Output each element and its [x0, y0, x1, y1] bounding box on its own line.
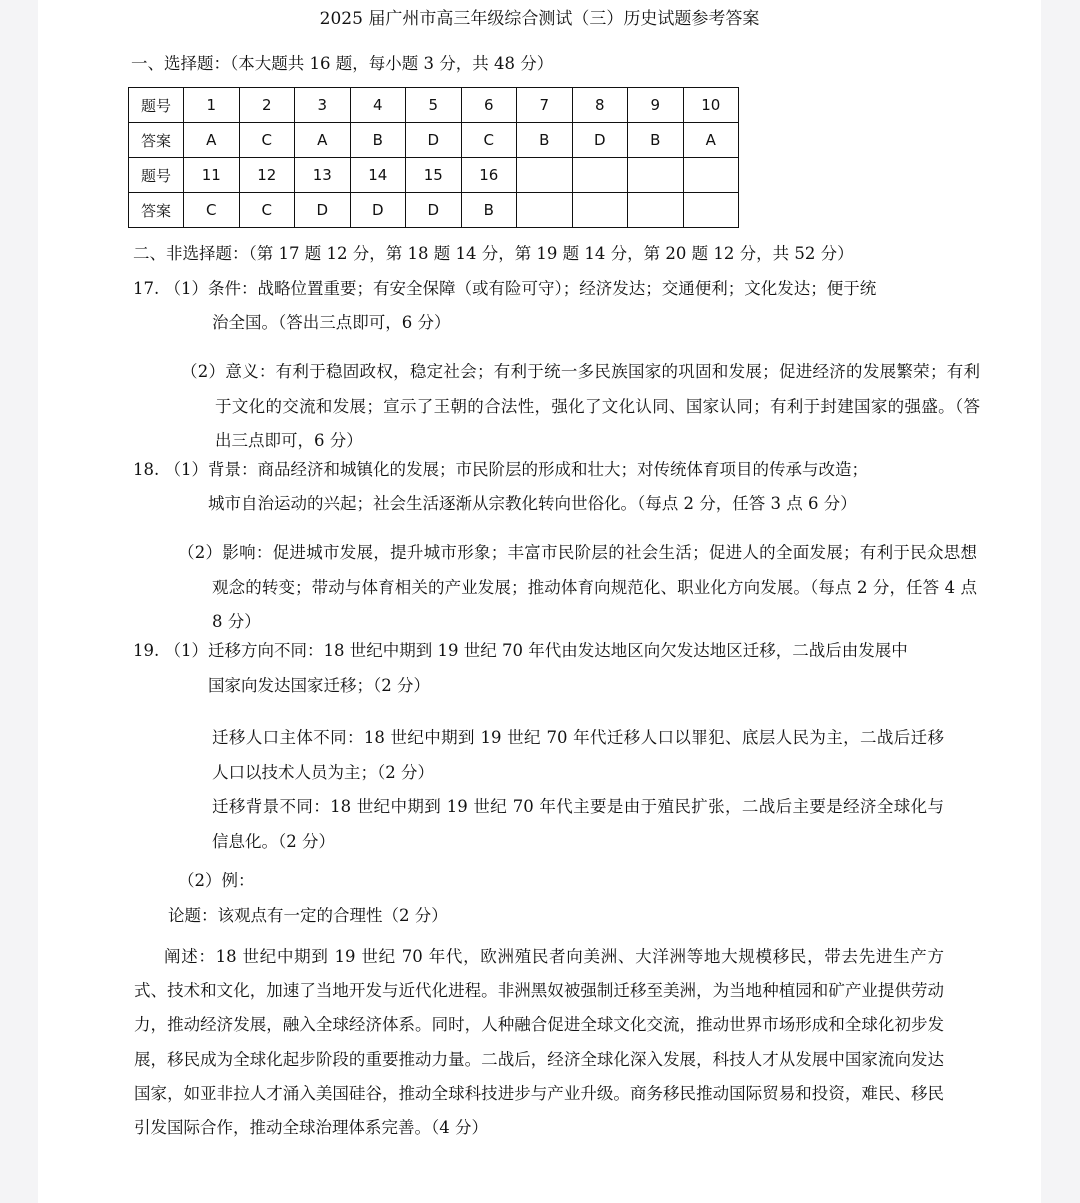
table-cell: 1 — [184, 88, 240, 123]
q19-thesis: 论题：该观点有一定的合理性（2 分） — [168, 906, 448, 925]
table-cell: A — [295, 123, 351, 158]
q18-part2: （2）影响：促进城市发展，提升城市形象；丰富市民阶层的社会生活；促进人的全面发展；有利于民众思想观念的转变；带动与体育相关的产业发展；推动体育向规范化、职业化方向发展。（每点 2 分，任答 4 点 8 分） — [178, 543, 977, 631]
table-cell — [683, 193, 739, 228]
page-title: 2025 届广州市高三年级综合测试（三）历史试题参考答案 — [319, 9, 760, 29]
table-row — [129, 193, 739, 228]
q19-part1-direction-subject: 迁移人口主体不同：18 世纪中期到 19 世纪 70 年代迁移人口以罪犯、底层人民为主，二战后迁移人口以技术人员为主；（2 分） — [212, 728, 944, 782]
table-cell: D — [406, 193, 462, 228]
table-cell: A — [683, 123, 739, 158]
q18-part1-line1: 18. （1）背景：商品经济和城镇化的发展；市民阶层的形成和壮大；对传统体育项目的传承与改造； — [133, 460, 868, 479]
q18-part1-line2: 城市自治运动的兴起；社会生活逐渐从宗教化转向世俗化。（每点 2 分，任答 3 点 6 分） — [208, 494, 857, 513]
answer-table — [128, 87, 739, 228]
row-label-answer: 答案 — [129, 193, 184, 228]
q17-part1-line2: 治全国。（答出三点即可，6 分） — [212, 313, 451, 332]
table-row — [129, 88, 739, 123]
table-cell: 16 — [461, 158, 517, 193]
table-cell: B — [628, 123, 684, 158]
table-cell: C — [239, 123, 295, 158]
q19-argument: 阐述：18 世纪中期到 19 世纪 70 年代，欧洲殖民者向美洲、大洋洲等地大规模移民，带去先进生产方式、技术和文化，加速了当地开发与近代化进程。非洲黑奴被强制迁移至美洲，为当地种植园和矿产业提供劳动力，推动经济发展，融入全球经济体系。同时，人种融合促进全球文化交流，推动世界市场形成和全球化初步发展，移民成为全球化起步阶段的重要推动力量。二战后，经济全球化深入发展，科技人才从发展中国家流向发达国家，如亚非拉人才涌入美国硅谷，推动全球科技进步与产业升级。商务移民推动国际贸易和投资，难民、移民引发国际合作，推动全球治理体系完善。（4 分） — [134, 947, 944, 1138]
table-cell: 14 — [350, 158, 406, 193]
table-cell: 15 — [406, 158, 462, 193]
row-label-number: 题号 — [129, 88, 184, 123]
table-cell: 3 — [295, 88, 351, 123]
table-cell — [517, 193, 573, 228]
table-cell: 2 — [239, 88, 295, 123]
table-cell: 8 — [572, 88, 628, 123]
table-cell: C — [239, 193, 295, 228]
table-cell: 9 — [628, 88, 684, 123]
table-cell: D — [406, 123, 462, 158]
table-cell: 7 — [517, 88, 573, 123]
table-cell — [517, 158, 573, 193]
table-cell: C — [461, 123, 517, 158]
table-cell: 5 — [406, 88, 462, 123]
table-cell: 12 — [239, 158, 295, 193]
row-label-number: 题号 — [129, 158, 184, 193]
table-cell — [628, 158, 684, 193]
table-cell: 13 — [295, 158, 351, 193]
table-cell — [683, 158, 739, 193]
table-cell: D — [350, 193, 406, 228]
table-row — [129, 158, 739, 193]
table-cell: B — [461, 193, 517, 228]
table-cell: 10 — [683, 88, 739, 123]
section2-heading: 二、非选择题：（第 17 题 12 分，第 18 题 14 分，第 19 题 14 分，第 20 题 12 分，共 52 分） — [133, 244, 854, 263]
table-cell: 6 — [461, 88, 517, 123]
table-cell — [572, 158, 628, 193]
q19-part1-line2: 国家向发达国家迁移；（2 分） — [208, 676, 430, 695]
table-cell: 11 — [184, 158, 240, 193]
row-label-answer: 答案 — [129, 123, 184, 158]
table-cell — [572, 193, 628, 228]
table-cell — [628, 193, 684, 228]
table-cell: 4 — [350, 88, 406, 123]
answer-key-page — [38, 0, 1041, 1203]
table-cell: A — [184, 123, 240, 158]
section1-heading: 一、选择题：（本大题共 16 题，每小题 3 分，共 48 分） — [131, 54, 554, 73]
table-cell: C — [184, 193, 240, 228]
table-cell: B — [350, 123, 406, 158]
table-cell: B — [517, 123, 573, 158]
q19-part2-label: （2）例： — [178, 871, 255, 890]
table-row — [129, 123, 739, 158]
q17-part2: （2）意义：有利于稳固政权，稳定社会；有利于统一多民族国家的巩固和发展；促进经济的发展繁荣；有利于文化的交流和发展；宣示了王朝的合法性，强化了文化认同、国家认同；有利于封建国家的强盛。（答出三点即可，6 分） — [181, 362, 980, 450]
q19-part1-background: 迁移背景不同：18 世纪中期到 19 世纪 70 年代主要是由于殖民扩张，二战后主要是经济全球化与信息化。（2 分） — [212, 797, 944, 851]
table-cell: D — [572, 123, 628, 158]
q17-part1-line1: 17. （1）条件：战略位置重要；有安全保障（或有险可守）；经济发达；交通便利；文化发达；便于统 — [133, 279, 877, 298]
q19-part1-line1: 19. （1）迁移方向不同：18 世纪中期到 19 世纪 70 年代由发达地区向欠发达地区迁移，二战后由发展中 — [133, 641, 908, 660]
table-cell: D — [295, 193, 351, 228]
